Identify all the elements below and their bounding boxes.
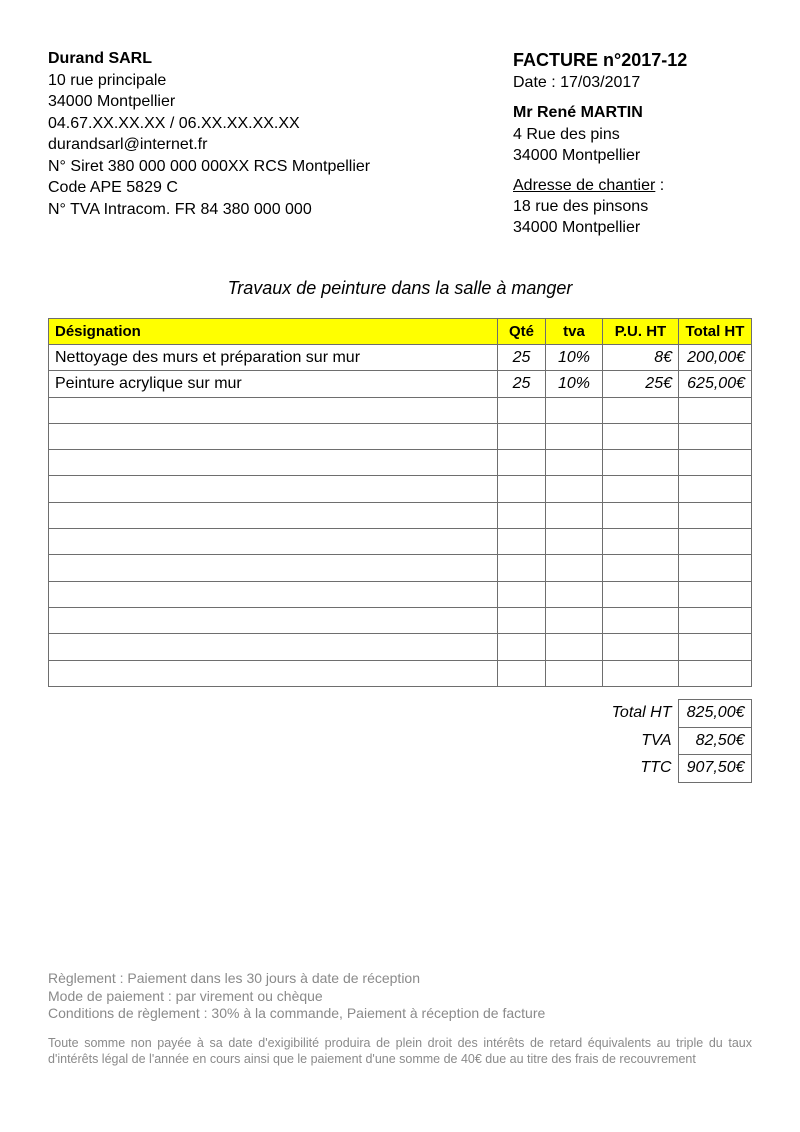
site-address: 18 rue des pinsons (513, 198, 649, 215)
ttc-label: TTC (640, 759, 672, 777)
row-total: 625,00€ (679, 371, 752, 397)
header-total: Total HT (679, 319, 752, 345)
empty-cell (603, 450, 679, 476)
seller-address: 10 rue principale (48, 71, 167, 89)
empty-cell (603, 581, 679, 607)
empty-cell (546, 660, 603, 686)
empty-cell (498, 476, 546, 502)
empty-cell (679, 476, 752, 502)
footer-legal-notice: Toute somme non payée à sa date d'exigibilité produira de plein droit des intérêts de retard équivalents au triple du taux d'intérêts légal de l'année en cours ainsi que le paiement d'une somme de 40€ due au titre des frais de recouvrement (48, 1035, 752, 1066)
empty-cell (546, 423, 603, 449)
empty-cell (498, 397, 546, 423)
empty-cell (49, 581, 498, 607)
empty-row (49, 397, 752, 423)
empty-cell (603, 660, 679, 686)
empty-cell (546, 607, 603, 633)
footer-block (48, 970, 752, 1068)
empty-cell (498, 529, 546, 555)
empty-cell (49, 450, 498, 476)
totals-table (560, 699, 752, 783)
invoice-subject: Travaux de peinture dans la salle à manger (227, 278, 573, 298)
empty-cell (546, 450, 603, 476)
seller-email: durandsarl@internet.fr (48, 136, 208, 153)
empty-row (49, 450, 752, 476)
empty-row (49, 634, 752, 660)
empty-cell (679, 450, 752, 476)
ttc-value: 907,50€ (678, 755, 751, 783)
empty-cell (603, 423, 679, 449)
empty-cell (546, 476, 603, 502)
row-unit-price: 25€ (603, 371, 679, 397)
invoice-date: Date : 17/03/2017 (513, 74, 641, 91)
row-designation: Nettoyage des murs et préparation sur mur (49, 345, 498, 371)
empty-cell (498, 502, 546, 528)
empty-cell (603, 476, 679, 502)
invoice-title: FACTURE n°2017-12 (513, 50, 688, 70)
empty-cell (498, 423, 546, 449)
footer-reglement: Règlement : Paiement dans les 30 jours à date de réception (48, 970, 421, 986)
empty-cell (49, 607, 498, 633)
row-designation: Peinture acrylique sur mur (49, 371, 498, 397)
empty-cell (603, 502, 679, 528)
empty-cell (546, 555, 603, 581)
total-ht-row (560, 700, 751, 728)
row-qty: 25 (498, 371, 546, 397)
client-name: Mr René MARTIN (513, 104, 643, 121)
site-city: 34000 Montpellier (513, 219, 641, 236)
empty-row (49, 502, 752, 528)
empty-cell (498, 607, 546, 633)
client-city: 34000 Montpellier (513, 147, 641, 164)
seller-phone: 04.67.XX.XX.XX / 06.XX.XX.XX.XX (48, 114, 300, 132)
client-address: 4 Rue des pins (513, 125, 620, 143)
empty-cell (679, 581, 752, 607)
empty-cell (498, 634, 546, 660)
header-designation: Désignation (49, 319, 498, 345)
empty-cell (49, 423, 498, 449)
empty-cell (49, 529, 498, 555)
seller-name: Durand SARL (48, 50, 152, 67)
empty-cell (49, 502, 498, 528)
row-qty: 25 (498, 345, 546, 371)
empty-cell (679, 660, 752, 686)
empty-cell (49, 555, 498, 581)
client-block (513, 102, 643, 167)
empty-cell (679, 502, 752, 528)
empty-cell (498, 450, 546, 476)
seller-siret: N° Siret 380 000 000 000XX RCS Montpellier (48, 157, 371, 175)
empty-row (49, 476, 752, 502)
seller-city: 34000 Montpellier (48, 93, 176, 110)
header-unit-price: P.U. HT (603, 319, 679, 345)
tva-row (560, 727, 751, 755)
ttc-row (560, 755, 751, 783)
empty-row (49, 581, 752, 607)
empty-cell (679, 607, 752, 633)
empty-cell (498, 581, 546, 607)
site-label-suffix: : (655, 177, 665, 194)
empty-cell (49, 634, 498, 660)
empty-cell (546, 529, 603, 555)
empty-cell (546, 581, 603, 607)
seller-block (48, 48, 468, 220)
empty-cell (49, 397, 498, 423)
empty-row (49, 529, 752, 555)
empty-row (49, 555, 752, 581)
table-row (49, 345, 752, 371)
footer-conditions: Conditions de règlement : 30% à la commande, Paiement à réception de facture (48, 1005, 546, 1021)
empty-cell (679, 529, 752, 555)
items-table (48, 318, 752, 687)
empty-cell (498, 555, 546, 581)
empty-cell (603, 397, 679, 423)
row-tva: 10% (546, 371, 603, 397)
empty-cell (679, 423, 752, 449)
footer-payment-mode: Mode de paiement : par virement ou chèque (48, 987, 323, 1004)
total-ht-value: 825,00€ (678, 700, 751, 728)
empty-cell (603, 555, 679, 581)
empty-cell (49, 476, 498, 502)
empty-cell (679, 555, 752, 581)
row-unit-price: 8€ (603, 345, 679, 371)
empty-cell (49, 660, 498, 686)
site-label-line (513, 175, 664, 196)
empty-cell (546, 634, 603, 660)
header-tva: tva (546, 319, 603, 345)
site-block (513, 175, 664, 238)
table-row (49, 371, 752, 397)
seller-tva: N° TVA Intracom. FR 84 380 000 000 (48, 200, 312, 218)
empty-cell (603, 529, 679, 555)
empty-cell (546, 502, 603, 528)
empty-row (49, 423, 752, 449)
row-total: 200,00€ (679, 345, 752, 371)
empty-cell (603, 607, 679, 633)
empty-cell (603, 634, 679, 660)
empty-row (49, 660, 752, 686)
empty-cell (679, 397, 752, 423)
tva-label: TVA (641, 731, 672, 749)
tva-value: 82,50€ (678, 727, 751, 755)
site-label: Adresse de chantier (513, 177, 656, 194)
empty-cell (546, 397, 603, 423)
seller-ape: Code APE 5829 C (48, 179, 178, 196)
items-header-row (49, 319, 752, 345)
header-qty: Qté (498, 319, 546, 345)
empty-row (49, 607, 752, 633)
empty-cell (498, 660, 546, 686)
empty-cell (679, 634, 752, 660)
row-tva: 10% (546, 345, 603, 371)
total-ht-label: Total HT (611, 704, 672, 722)
